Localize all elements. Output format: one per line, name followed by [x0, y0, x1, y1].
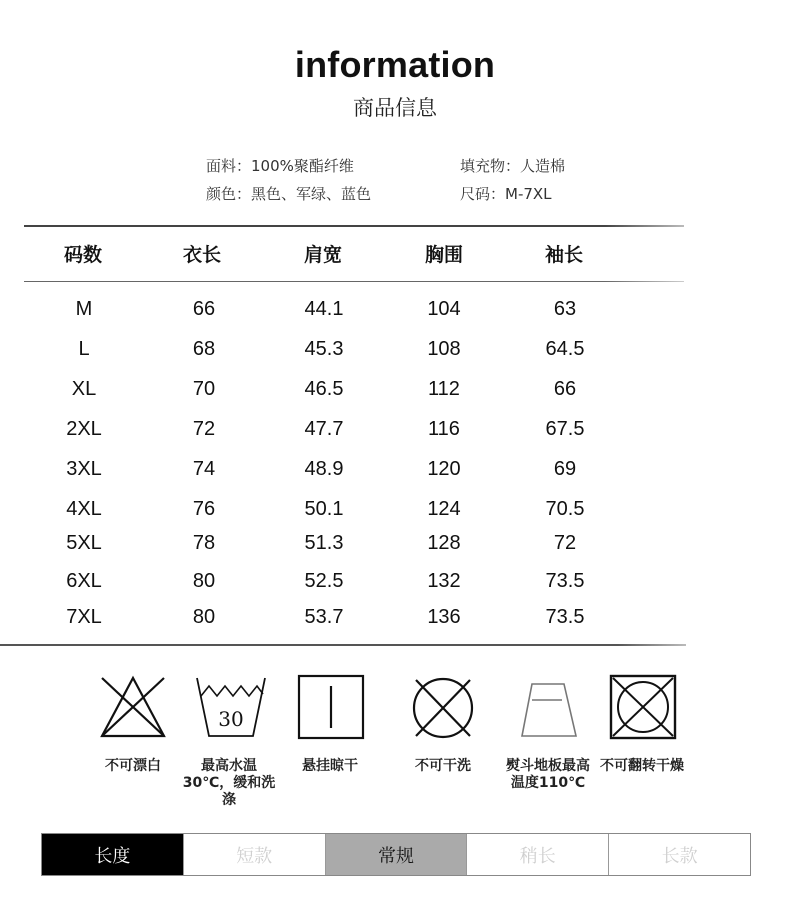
size-cell: 2XL — [66, 418, 102, 440]
chest-cell: 116 — [428, 418, 460, 440]
care-label-no-tumble-dry: 不可翻转干燥 — [600, 758, 684, 774]
sleeve-cell: 70.5 — [545, 498, 585, 520]
length-bar — [41, 833, 751, 876]
care-label-no-dry-clean: 不可干洗 — [415, 758, 471, 774]
care-label-iron: 熨斗地板最高温度110℃ — [506, 758, 590, 791]
info-fabric: 面料：100%聚酯纤维 — [206, 157, 354, 175]
table-header-rule — [24, 281, 684, 282]
length-cell: 78 — [192, 532, 216, 554]
chest-cell: 124 — [427, 498, 461, 520]
shoulder-cell: 51.3 — [304, 532, 344, 554]
info-colors: 颜色：黑色、军绿、蓝色 — [206, 185, 372, 203]
length-cell: 80 — [192, 606, 216, 628]
size-cell: L — [78, 338, 90, 360]
col-header-shoulder: 肩宽 — [304, 244, 343, 266]
shoulder-cell: 47.7 — [304, 418, 344, 440]
wash-temp-label: 30 — [218, 707, 244, 731]
shoulder-cell: 46.5 — [304, 378, 344, 400]
size-cell: 3XL — [66, 458, 102, 480]
sleeve-cell: 64.5 — [545, 338, 585, 360]
sleeve-cell: 67.5 — [545, 418, 585, 440]
care-item-iron — [496, 672, 596, 742]
shoulder-cell: 48.9 — [304, 458, 344, 480]
care-item-no-dry-clean — [393, 672, 493, 742]
sleeve-cell: 73.5 — [545, 570, 585, 592]
wash-30-icon — [191, 672, 271, 742]
page-subtitle: 商品信息 — [353, 96, 437, 120]
chest-cell: 128 — [427, 532, 461, 554]
no-dry-clean-icon — [408, 672, 478, 742]
col-header-sleeve: 袖长 — [545, 244, 584, 266]
length-cell: 68 — [192, 338, 216, 360]
sleeve-cell: 63 — [553, 298, 577, 320]
chest-cell: 136 — [427, 606, 461, 628]
sleeve-cell: 73.5 — [545, 606, 585, 628]
col-header-size: 码数 — [64, 244, 103, 266]
size-cell: XL — [71, 378, 97, 400]
length-cell: 76 — [192, 498, 216, 520]
chest-cell: 108 — [427, 338, 461, 360]
shoulder-cell: 50.1 — [304, 498, 344, 520]
care-item-no-tumble-dry — [593, 672, 693, 742]
sleeve-cell: 66 — [553, 378, 577, 400]
size-cell: 6XL — [66, 570, 102, 592]
length-option-long[interactable]: 长款 — [609, 834, 750, 875]
size-cell: 5XL — [66, 532, 102, 554]
chest-cell: 104 — [427, 298, 461, 320]
no-tumble-dry-icon — [608, 672, 678, 742]
care-item-hang-dry — [281, 672, 381, 742]
chest-cell: 112 — [428, 378, 460, 400]
length-cell: 80 — [192, 570, 216, 592]
length-option-regular[interactable]: 常规 — [326, 834, 468, 875]
size-cell: 7XL — [66, 606, 102, 628]
shoulder-cell: 52.5 — [304, 570, 344, 592]
shoulder-cell: 53.7 — [304, 606, 344, 628]
length-cell: 70 — [192, 378, 216, 400]
chest-cell: 132 — [427, 570, 461, 592]
iron-icon — [506, 672, 586, 742]
info-filling: 填充物：人造棉 — [460, 157, 566, 175]
page-title: information — [294, 44, 496, 85]
sleeve-cell: 72 — [553, 532, 577, 554]
length-bar-label: 长度 — [42, 834, 184, 875]
length-option-slightly-long[interactable]: 稍长 — [467, 834, 609, 875]
care-item-no-bleach — [83, 672, 183, 742]
chest-cell: 120 — [427, 458, 461, 480]
length-cell: 74 — [192, 458, 216, 480]
col-header-chest: 胸围 — [425, 244, 464, 266]
care-label-wash-30: 最高水温30℃，缓和洗涤 — [182, 758, 276, 808]
size-cell: 4XL — [66, 498, 102, 520]
table-bottom-rule — [0, 644, 686, 646]
length-cell: 66 — [192, 298, 216, 320]
size-cell: M — [75, 298, 93, 320]
shoulder-cell: 44.1 — [304, 298, 344, 320]
care-item-wash-30 — [181, 672, 281, 742]
hang-dry-icon — [296, 672, 366, 742]
table-top-rule — [24, 225, 684, 227]
info-sizes: 尺码：M-7XL — [460, 185, 552, 203]
sleeve-cell: 69 — [553, 458, 577, 480]
care-label-no-bleach: 不可漂白 — [105, 758, 161, 774]
length-cell: 72 — [192, 418, 216, 440]
care-label-hang-dry: 悬挂晾干 — [302, 758, 358, 774]
no-bleach-icon — [98, 672, 168, 742]
shoulder-cell: 45.3 — [304, 338, 344, 360]
col-header-length: 衣长 — [183, 244, 222, 266]
length-option-short[interactable]: 短款 — [184, 834, 326, 875]
